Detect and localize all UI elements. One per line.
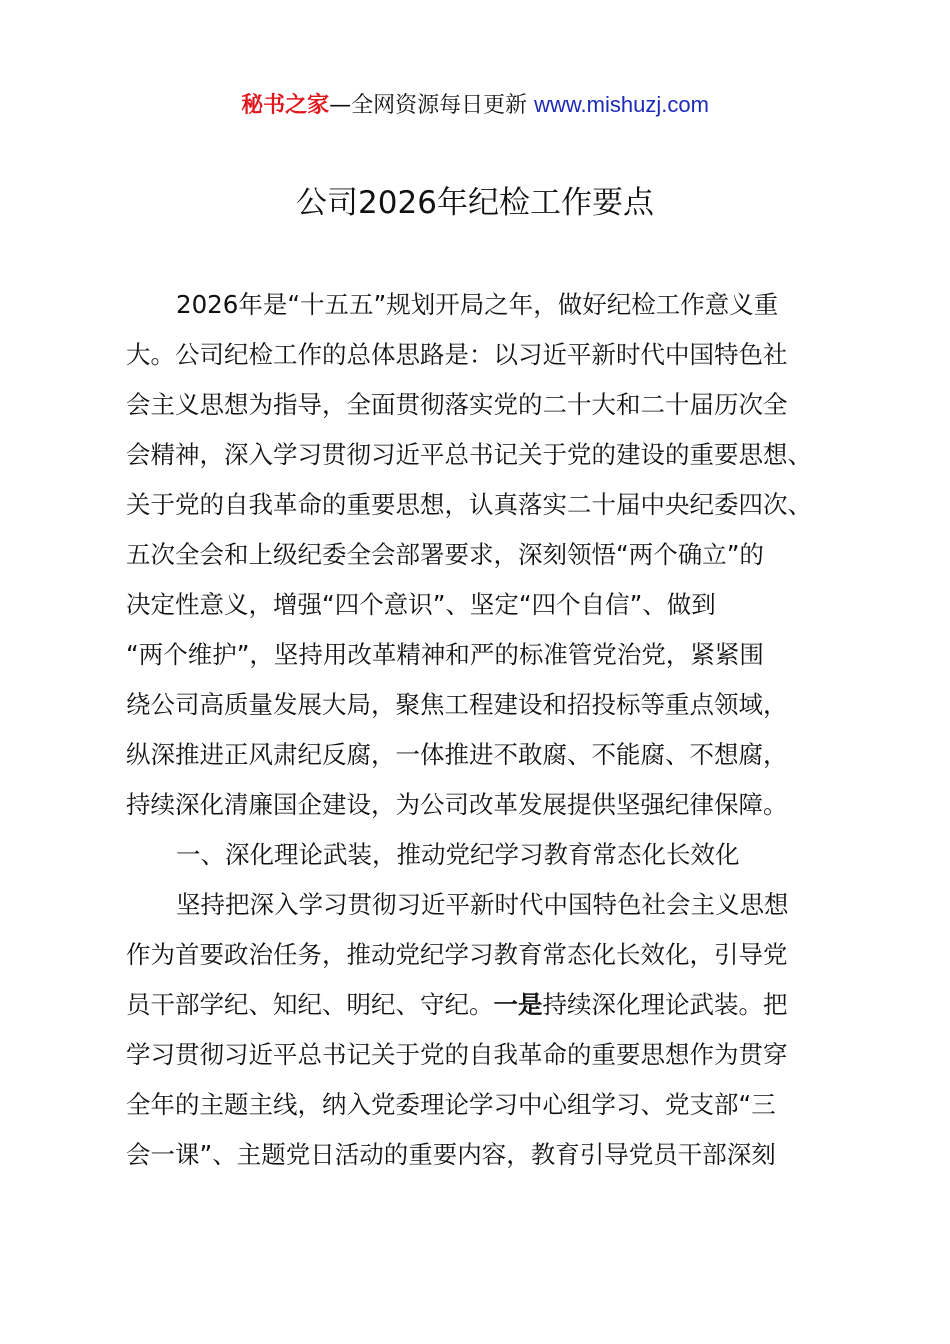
website-link[interactable]: www.mishuzj.com bbox=[534, 92, 709, 117]
page-header bbox=[0, 88, 950, 123]
paragraph-line: 大。公司纪检工作的总体思路是：以习近平新时代中国特色社 bbox=[126, 340, 788, 369]
section-heading: 一、深化理论武装，推动党纪学习教育常态化长效化 bbox=[176, 840, 740, 869]
paragraph-line: 2026年是“十五五”规划开局之年，做好纪检工作意义重 bbox=[176, 290, 779, 319]
paragraph-line: 会一课”、主题党日活动的重要内容，教育引导党员干部深刻 bbox=[126, 1140, 776, 1169]
paragraph-line: “两个维护”，坚持用改革精神和严的标准管党治党，紧紧围 bbox=[126, 640, 764, 669]
document-title: 公司2026年纪检工作要点 bbox=[296, 185, 654, 221]
paragraph-text: 持续深化理论武装。把 bbox=[542, 990, 788, 1019]
document-body bbox=[126, 280, 846, 1180]
header-tagline: —全网资源每日更新 bbox=[329, 93, 535, 118]
paragraph-line: 全年的主题主线，纳入党委理论学习中心组学习、党支部“三 bbox=[126, 1090, 776, 1119]
paragraph-line: 学习贯彻习近平总书记关于党的自我革命的重要思想作为贯穿 bbox=[126, 1040, 788, 1069]
paragraph-line: 作为首要政治任务，推动党纪学习教育常态化长效化，引导党 bbox=[126, 940, 788, 969]
paragraph-text: 员干部学纪、知纪、明纪、守纪。 bbox=[126, 990, 494, 1019]
paragraph-line bbox=[126, 980, 846, 1030]
paragraph-line: 纵深推进正风肃纪反腐，一体推进不敢腐、不能腐、不想腐， bbox=[126, 740, 788, 769]
brand-name: 秘书之家 bbox=[241, 93, 330, 118]
paragraph-line: 决定性意义，增强“四个意识”、坚定“四个自信”、做到 bbox=[126, 590, 716, 619]
paragraph-line: 会精神，深入学习贯彻习近平总书记关于党的建设的重要思想、 bbox=[126, 440, 812, 469]
paragraph-line: 坚持把深入学习贯彻习近平新时代中国特色社会主义思想 bbox=[176, 890, 789, 919]
paragraph-line: 会主义思想为指导，全面贯彻落实党的二十大和二十届历次全 bbox=[126, 390, 788, 419]
paragraph-line: 绕公司高质量发展大局，聚焦工程建设和招投标等重点领域， bbox=[126, 690, 788, 719]
paragraph-line: 关于党的自我革命的重要思想，认真落实二十届中央纪委四次、 bbox=[126, 490, 812, 519]
paragraph-line: 持续深化清廉国企建设，为公司改革发展提供坚强纪律保障。 bbox=[126, 790, 788, 819]
point-marker: 一是 bbox=[493, 990, 543, 1019]
paragraph-line: 五次全会和上级纪委全会部署要求，深刻领悟“两个确立”的 bbox=[126, 540, 764, 569]
